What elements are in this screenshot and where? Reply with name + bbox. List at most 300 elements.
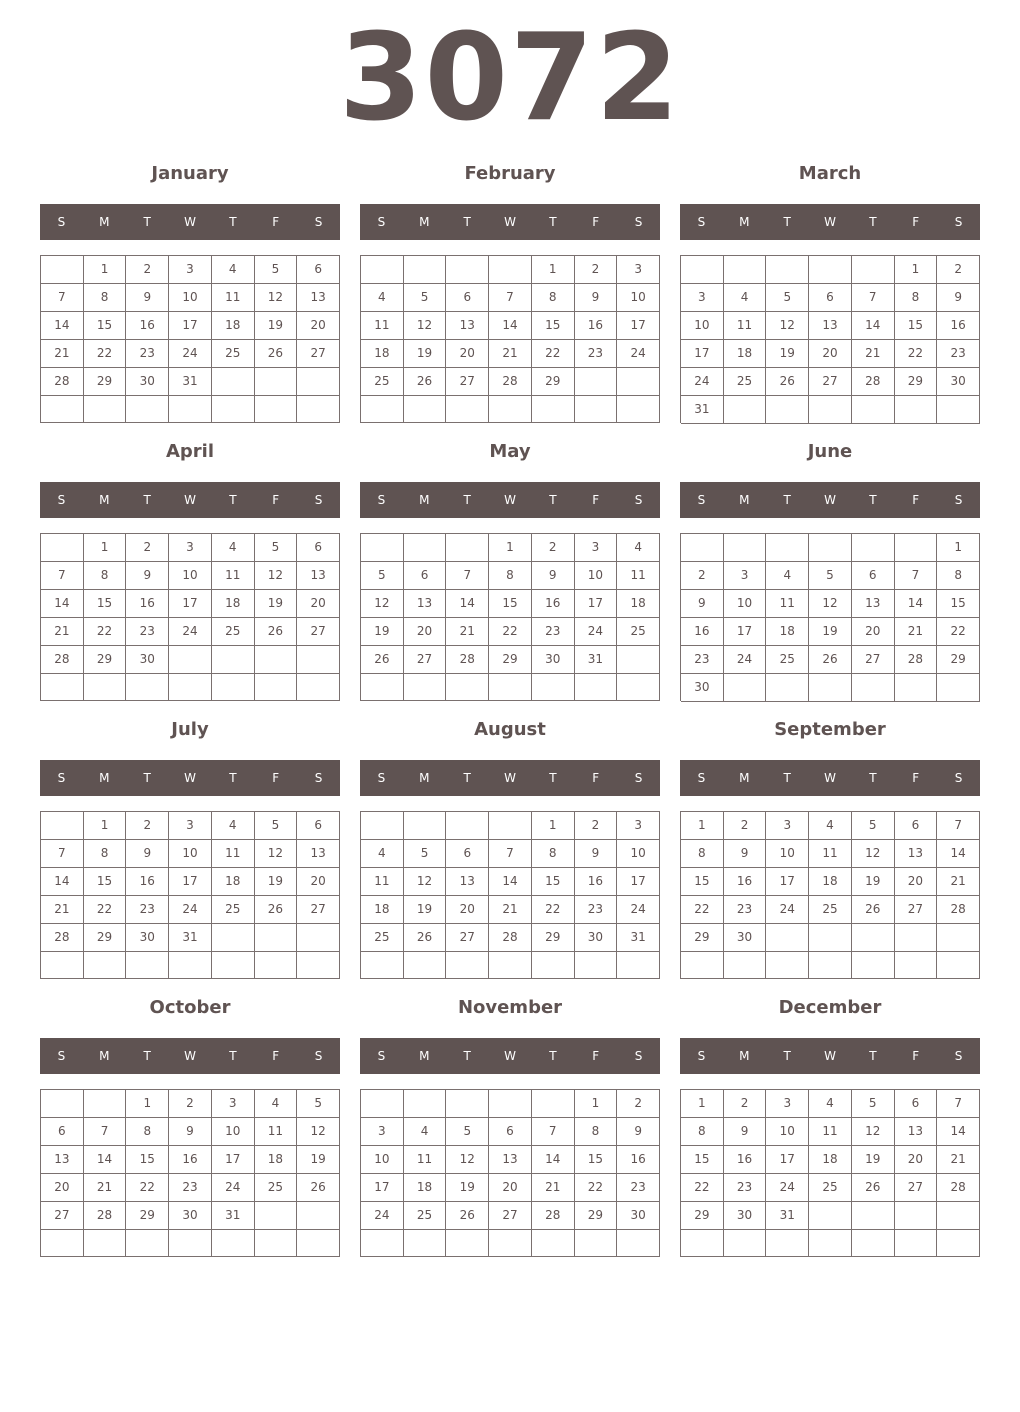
day-cell [255, 1230, 298, 1257]
day-grid [40, 1089, 340, 1257]
weekday-label: T [549, 1049, 557, 1063]
day-cell [126, 952, 169, 979]
day-cell: 16 [575, 312, 618, 340]
day-cell: 9 [126, 562, 169, 590]
day-cell [766, 534, 809, 562]
day-cell [361, 674, 404, 701]
day-cell [255, 646, 298, 674]
day-cell: 2 [617, 1090, 660, 1118]
day-cell: 11 [361, 312, 404, 340]
day-cell [404, 534, 447, 562]
day-cell: 2 [126, 256, 169, 284]
day-grid [360, 255, 660, 423]
day-cell: 8 [681, 840, 724, 868]
weekday-label: T [783, 493, 791, 507]
day-cell: 6 [809, 284, 852, 312]
weekday-label: S [314, 771, 323, 785]
day-cell [724, 1230, 767, 1257]
day-cell: 27 [489, 1202, 532, 1230]
day-cell: 5 [766, 284, 809, 312]
day-cell [169, 1230, 212, 1257]
weekday-label: M [739, 493, 750, 507]
day-cell: 4 [212, 534, 255, 562]
day-cell: 13 [297, 840, 340, 868]
day-cell: 16 [532, 590, 575, 618]
day-cell [681, 952, 724, 979]
day-cell: 6 [297, 534, 340, 562]
day-cell: 3 [766, 812, 809, 840]
day-cell: 12 [446, 1146, 489, 1174]
day-cell: 7 [852, 284, 895, 312]
day-cell [41, 812, 84, 840]
day-cell: 23 [169, 1174, 212, 1202]
day-cell [852, 534, 895, 562]
day-cell: 15 [937, 590, 980, 618]
weekday-label: M [419, 1049, 430, 1063]
day-grid [40, 255, 340, 423]
day-cell: 24 [617, 340, 660, 368]
weekday-label: F [592, 1049, 600, 1063]
day-cell [895, 396, 938, 424]
day-cell [681, 534, 724, 562]
day-cell: 2 [126, 812, 169, 840]
day-cell: 25 [809, 1174, 852, 1202]
day-cell [532, 1230, 575, 1257]
day-cell [937, 396, 980, 424]
day-cell [297, 396, 340, 423]
day-cell: 2 [724, 812, 767, 840]
day-cell: 4 [617, 534, 660, 562]
weekday-label: W [504, 493, 516, 507]
day-cell [404, 1090, 447, 1118]
day-cell: 2 [575, 256, 618, 284]
weekday-label: W [824, 1049, 836, 1063]
day-cell: 23 [126, 896, 169, 924]
day-cell [41, 256, 84, 284]
day-cell: 5 [297, 1090, 340, 1118]
day-cell: 27 [446, 924, 489, 952]
weekday-label: S [954, 1049, 963, 1063]
day-cell: 18 [766, 618, 809, 646]
day-cell: 6 [297, 256, 340, 284]
day-cell: 21 [41, 618, 84, 646]
day-cell: 2 [532, 534, 575, 562]
day-cell: 16 [126, 590, 169, 618]
day-cell: 25 [617, 618, 660, 646]
day-cell: 6 [297, 812, 340, 840]
day-cell [532, 396, 575, 423]
day-cell: 22 [532, 340, 575, 368]
day-cell: 22 [84, 340, 127, 368]
day-cell: 20 [297, 312, 340, 340]
day-cell [446, 534, 489, 562]
day-cell: 14 [41, 590, 84, 618]
day-cell: 7 [84, 1118, 127, 1146]
day-cell: 13 [446, 312, 489, 340]
day-cell: 26 [446, 1202, 489, 1230]
day-cell: 3 [617, 256, 660, 284]
day-cell: 20 [297, 590, 340, 618]
month-name: December [778, 997, 882, 1018]
day-cell [895, 952, 938, 979]
day-cell [809, 534, 852, 562]
day-cell [617, 396, 660, 423]
day-cell: 13 [41, 1146, 84, 1174]
day-cell: 2 [169, 1090, 212, 1118]
weekday-label: T [869, 215, 877, 229]
weekday-label: T [463, 493, 471, 507]
day-cell: 1 [681, 812, 724, 840]
day-cell: 20 [41, 1174, 84, 1202]
day-cell: 3 [681, 284, 724, 312]
day-cell: 23 [575, 896, 618, 924]
day-cell: 7 [532, 1118, 575, 1146]
weekday-label: T [463, 1049, 471, 1063]
day-cell: 11 [255, 1118, 298, 1146]
day-cell [489, 812, 532, 840]
day-cell: 30 [724, 1202, 767, 1230]
weekday-label: W [824, 771, 836, 785]
day-cell: 2 [937, 256, 980, 284]
weekday-header [40, 1038, 340, 1074]
day-cell: 17 [575, 590, 618, 618]
day-cell: 7 [937, 1090, 980, 1118]
day-cell: 8 [895, 284, 938, 312]
weekday-label: S [697, 1049, 706, 1063]
month-name: March [798, 163, 862, 184]
day-cell [255, 952, 298, 979]
day-cell [126, 674, 169, 701]
day-grid [360, 1089, 660, 1257]
day-cell: 16 [724, 1146, 767, 1174]
weekday-label: M [739, 771, 750, 785]
weekday-label: S [697, 771, 706, 785]
day-cell [937, 952, 980, 979]
day-cell [809, 1202, 852, 1230]
day-cell: 18 [404, 1174, 447, 1202]
day-cell [404, 952, 447, 979]
weekday-label: T [783, 771, 791, 785]
day-cell: 11 [809, 1118, 852, 1146]
weekday-label: F [912, 493, 920, 507]
day-cell: 19 [852, 868, 895, 896]
day-cell: 31 [212, 1202, 255, 1230]
day-cell: 24 [617, 896, 660, 924]
month-name: May [489, 441, 531, 462]
day-cell: 3 [724, 562, 767, 590]
day-cell: 11 [212, 562, 255, 590]
day-cell: 19 [297, 1146, 340, 1174]
day-cell: 19 [446, 1174, 489, 1202]
day-cell: 15 [681, 868, 724, 896]
day-cell: 3 [169, 256, 212, 284]
day-cell: 12 [255, 562, 298, 590]
day-cell: 10 [212, 1118, 255, 1146]
day-cell [937, 924, 980, 952]
day-cell: 27 [895, 1174, 938, 1202]
day-cell: 4 [212, 256, 255, 284]
day-cell: 1 [84, 256, 127, 284]
weekday-label: S [634, 771, 643, 785]
day-cell: 21 [446, 618, 489, 646]
day-cell: 11 [724, 312, 767, 340]
day-cell: 5 [404, 840, 447, 868]
day-cell: 11 [809, 840, 852, 868]
day-cell [852, 256, 895, 284]
day-cell: 31 [169, 368, 212, 396]
weekday-label: T [869, 1049, 877, 1063]
day-cell [575, 396, 618, 423]
day-cell: 15 [84, 868, 127, 896]
day-cell: 13 [895, 1118, 938, 1146]
day-cell: 16 [169, 1146, 212, 1174]
day-grid [40, 811, 340, 979]
day-cell [937, 1230, 980, 1257]
day-cell [255, 924, 298, 952]
day-cell: 4 [766, 562, 809, 590]
day-cell: 11 [766, 590, 809, 618]
weekday-label: S [954, 215, 963, 229]
day-cell [937, 674, 980, 702]
weekday-label: F [592, 215, 600, 229]
day-cell: 25 [212, 618, 255, 646]
weekday-label: M [99, 1049, 110, 1063]
day-cell: 7 [41, 840, 84, 868]
month-name: August [474, 719, 546, 740]
day-cell [446, 1090, 489, 1118]
day-cell: 27 [297, 896, 340, 924]
day-cell [809, 952, 852, 979]
day-cell: 15 [532, 868, 575, 896]
day-cell [169, 396, 212, 423]
day-cell: 24 [724, 646, 767, 674]
day-cell: 26 [255, 896, 298, 924]
day-cell [212, 646, 255, 674]
day-cell: 11 [212, 284, 255, 312]
day-cell: 17 [212, 1146, 255, 1174]
day-cell: 19 [852, 1146, 895, 1174]
month-name: September [774, 719, 886, 740]
day-cell: 4 [724, 284, 767, 312]
day-cell: 1 [532, 812, 575, 840]
day-cell: 20 [852, 618, 895, 646]
day-cell [297, 368, 340, 396]
day-cell: 21 [41, 896, 84, 924]
day-cell: 28 [41, 646, 84, 674]
day-cell: 27 [404, 646, 447, 674]
weekday-label: S [377, 1049, 386, 1063]
day-cell: 20 [809, 340, 852, 368]
day-cell: 29 [895, 368, 938, 396]
day-cell: 27 [297, 618, 340, 646]
weekday-label: S [57, 215, 66, 229]
weekday-label: T [463, 771, 471, 785]
day-cell: 22 [126, 1174, 169, 1202]
day-cell [724, 396, 767, 424]
day-cell: 7 [489, 840, 532, 868]
day-cell [41, 396, 84, 423]
day-cell: 16 [724, 868, 767, 896]
day-cell: 10 [766, 840, 809, 868]
day-cell [84, 674, 127, 701]
day-cell [255, 368, 298, 396]
weekday-label: S [57, 771, 66, 785]
day-cell: 30 [575, 924, 618, 952]
day-cell [489, 952, 532, 979]
day-cell: 26 [766, 368, 809, 396]
day-cell: 5 [255, 256, 298, 284]
day-cell: 5 [361, 562, 404, 590]
day-cell: 27 [852, 646, 895, 674]
day-cell: 18 [809, 868, 852, 896]
weekday-label: W [504, 1049, 516, 1063]
day-cell: 30 [617, 1202, 660, 1230]
day-cell: 14 [446, 590, 489, 618]
day-cell: 21 [41, 340, 84, 368]
day-cell: 9 [617, 1118, 660, 1146]
weekday-label: T [229, 493, 237, 507]
day-cell [361, 812, 404, 840]
day-cell: 19 [766, 340, 809, 368]
weekday-label: T [549, 215, 557, 229]
day-cell: 20 [895, 868, 938, 896]
day-cell: 1 [575, 1090, 618, 1118]
day-cell: 16 [937, 312, 980, 340]
day-cell: 6 [446, 284, 489, 312]
day-cell [575, 952, 618, 979]
day-cell: 2 [575, 812, 618, 840]
day-cell [681, 256, 724, 284]
day-cell [489, 674, 532, 701]
day-cell: 10 [766, 1118, 809, 1146]
weekday-label: T [869, 771, 877, 785]
day-cell: 23 [126, 340, 169, 368]
weekday-label: M [419, 215, 430, 229]
day-cell: 29 [126, 1202, 169, 1230]
day-cell: 5 [404, 284, 447, 312]
weekday-label: T [143, 1049, 151, 1063]
day-cell: 30 [126, 646, 169, 674]
day-cell: 13 [809, 312, 852, 340]
day-cell: 15 [681, 1146, 724, 1174]
day-cell: 6 [489, 1118, 532, 1146]
day-cell: 18 [361, 896, 404, 924]
weekday-label: T [229, 1049, 237, 1063]
day-cell: 28 [489, 368, 532, 396]
day-cell: 22 [84, 896, 127, 924]
day-cell [255, 396, 298, 423]
day-cell: 9 [937, 284, 980, 312]
day-cell: 29 [575, 1202, 618, 1230]
day-cell: 27 [809, 368, 852, 396]
day-cell: 12 [361, 590, 404, 618]
day-cell [169, 674, 212, 701]
day-cell: 30 [724, 924, 767, 952]
weekday-label: T [229, 215, 237, 229]
day-cell: 29 [532, 924, 575, 952]
day-cell: 1 [895, 256, 938, 284]
day-cell: 12 [297, 1118, 340, 1146]
day-grid [680, 533, 980, 701]
day-cell: 25 [404, 1202, 447, 1230]
day-cell: 12 [852, 840, 895, 868]
day-cell: 7 [937, 812, 980, 840]
day-cell: 29 [84, 368, 127, 396]
day-cell [361, 1230, 404, 1257]
day-cell: 3 [169, 812, 212, 840]
day-cell [766, 256, 809, 284]
weekday-label: S [634, 1049, 643, 1063]
day-cell: 2 [126, 534, 169, 562]
day-cell: 31 [766, 1202, 809, 1230]
day-cell: 20 [404, 618, 447, 646]
weekday-header [40, 760, 340, 796]
weekday-label: W [184, 493, 196, 507]
weekday-label: F [272, 1049, 280, 1063]
day-cell: 7 [489, 284, 532, 312]
day-cell: 8 [84, 284, 127, 312]
day-cell: 2 [724, 1090, 767, 1118]
weekday-label: T [229, 771, 237, 785]
day-cell [446, 674, 489, 701]
day-cell: 2 [681, 562, 724, 590]
day-cell: 18 [212, 868, 255, 896]
day-cell: 15 [84, 312, 127, 340]
day-cell: 6 [446, 840, 489, 868]
day-cell: 8 [681, 1118, 724, 1146]
day-cell: 12 [852, 1118, 895, 1146]
day-cell [84, 952, 127, 979]
day-cell: 23 [532, 618, 575, 646]
day-cell [84, 396, 127, 423]
day-cell: 25 [361, 924, 404, 952]
day-cell: 26 [404, 924, 447, 952]
day-cell [617, 1230, 660, 1257]
weekday-label: M [99, 771, 110, 785]
day-grid [360, 811, 660, 979]
day-cell [852, 952, 895, 979]
day-cell: 16 [617, 1146, 660, 1174]
month-name: February [464, 163, 556, 184]
weekday-header [680, 204, 980, 240]
day-cell: 1 [532, 256, 575, 284]
day-cell: 6 [41, 1118, 84, 1146]
day-cell: 28 [852, 368, 895, 396]
day-cell: 15 [895, 312, 938, 340]
day-cell: 23 [575, 340, 618, 368]
day-cell [852, 1202, 895, 1230]
weekday-label: T [783, 1049, 791, 1063]
day-cell [212, 1230, 255, 1257]
day-cell: 8 [937, 562, 980, 590]
day-cell: 19 [404, 896, 447, 924]
day-cell: 8 [84, 562, 127, 590]
day-cell: 17 [169, 590, 212, 618]
day-cell: 17 [361, 1174, 404, 1202]
day-cell: 28 [489, 924, 532, 952]
day-cell: 29 [84, 924, 127, 952]
day-cell: 13 [852, 590, 895, 618]
day-grid [680, 255, 980, 423]
day-cell: 10 [169, 562, 212, 590]
day-cell [404, 1230, 447, 1257]
day-cell: 15 [575, 1146, 618, 1174]
day-cell: 28 [41, 924, 84, 952]
day-cell [404, 674, 447, 701]
day-cell: 20 [489, 1174, 532, 1202]
day-cell [809, 1230, 852, 1257]
day-cell: 10 [361, 1146, 404, 1174]
